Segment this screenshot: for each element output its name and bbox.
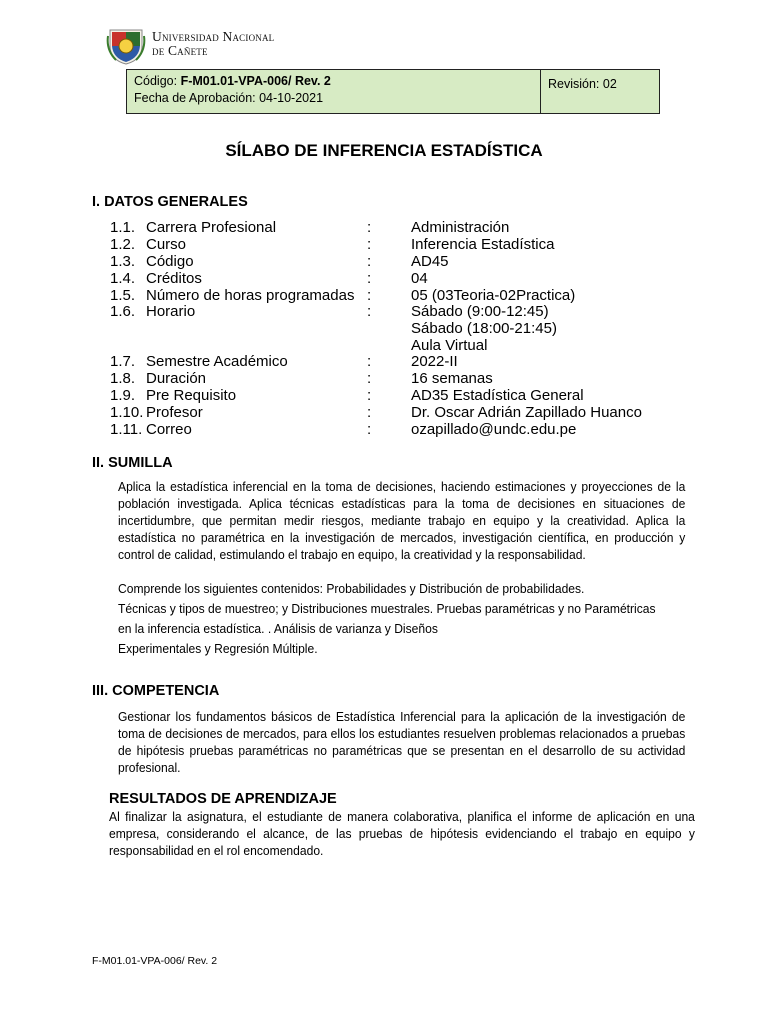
footer-code: F-M01.01-VPA-006/ Rev. 2 bbox=[92, 955, 218, 967]
page-title: SÍLABO DE INFERENCIA ESTADÍSTICA bbox=[225, 141, 543, 160]
sumilla-paragraph: Aplica la estadística inferencial en la toma de decisiones, haciendo estimaciones y proyecciones de la población investigada. Aplica técnicas estadísticas para la toma de decisiones en situaciones de incertidumbre, que permitan medir riesgos, mediante trabajo en equipo y la creatividad. Aplica la estadística no paramétrica en la investigación de mercados, investigación científica, en producción y control de calidad, estimulando el trabajo en equipo, la creatividad y la responsabilidad. bbox=[118, 479, 686, 562]
university-logo bbox=[106, 26, 146, 66]
code-label: Código: bbox=[134, 74, 181, 88]
revision-cell: Revisión: 02 bbox=[548, 77, 617, 91]
university-name bbox=[152, 30, 274, 58]
section-sumilla-heading: II. SUMILLA bbox=[92, 455, 173, 471]
university-name-line1: Universidad Nacional bbox=[152, 29, 275, 44]
resultados-heading: RESULTADOS DE APRENDIZAJE bbox=[109, 791, 337, 807]
section-datos-generales-heading: I. DATOS GENERALES bbox=[92, 194, 248, 210]
approval-date: Fecha de Aprobación: 04-10-2021 bbox=[134, 91, 324, 105]
document-code-box bbox=[126, 69, 660, 114]
contents-line-2: Técnicas y tipos de muestreo; y Distribuciones muestrales. Pruebas paramétricas y no Paramétricas bbox=[118, 601, 656, 616]
code-cell bbox=[127, 70, 541, 113]
contents-line-3: en la inferencia estadística. . Análisis de varianza y Diseños bbox=[118, 621, 438, 636]
section-competencia-heading: III. COMPETENCIA bbox=[92, 683, 220, 699]
contents-line-4: Experimentales y Regresión Múltiple. bbox=[118, 641, 318, 656]
resultados-paragraph: Al finalizar la asignatura, el estudiante de manera colaborativa, planifica el informe de aplicación en una empresa, considerando el alcance, de las pruebas de hipótesis evidenciando el trabajo en equipo y responsabilidad en el rol encomendado. bbox=[109, 809, 695, 858]
university-name-line2: de Cañete bbox=[152, 43, 208, 58]
sumilla-contents bbox=[118, 580, 685, 660]
competencia-paragraph: Gestionar los fundamentos básicos de Estadística Inferencial para la aplicación de la investigación de toma de decisiones de mercados, para ellos los estudiantes resuelven problemas relacionados a pruebas de hipótesis pruebas paramétricas no paramétricas que se presentan en el desarrollo de su actividad profesional. bbox=[118, 709, 686, 775]
contents-line-1: Comprende los siguientes contenidos: Probabilidades y Distribución de probabilidades. bbox=[118, 581, 585, 596]
code-line bbox=[134, 73, 533, 90]
code-value: F-M01.01-VPA-006/ Rev. 2 bbox=[180, 74, 331, 88]
